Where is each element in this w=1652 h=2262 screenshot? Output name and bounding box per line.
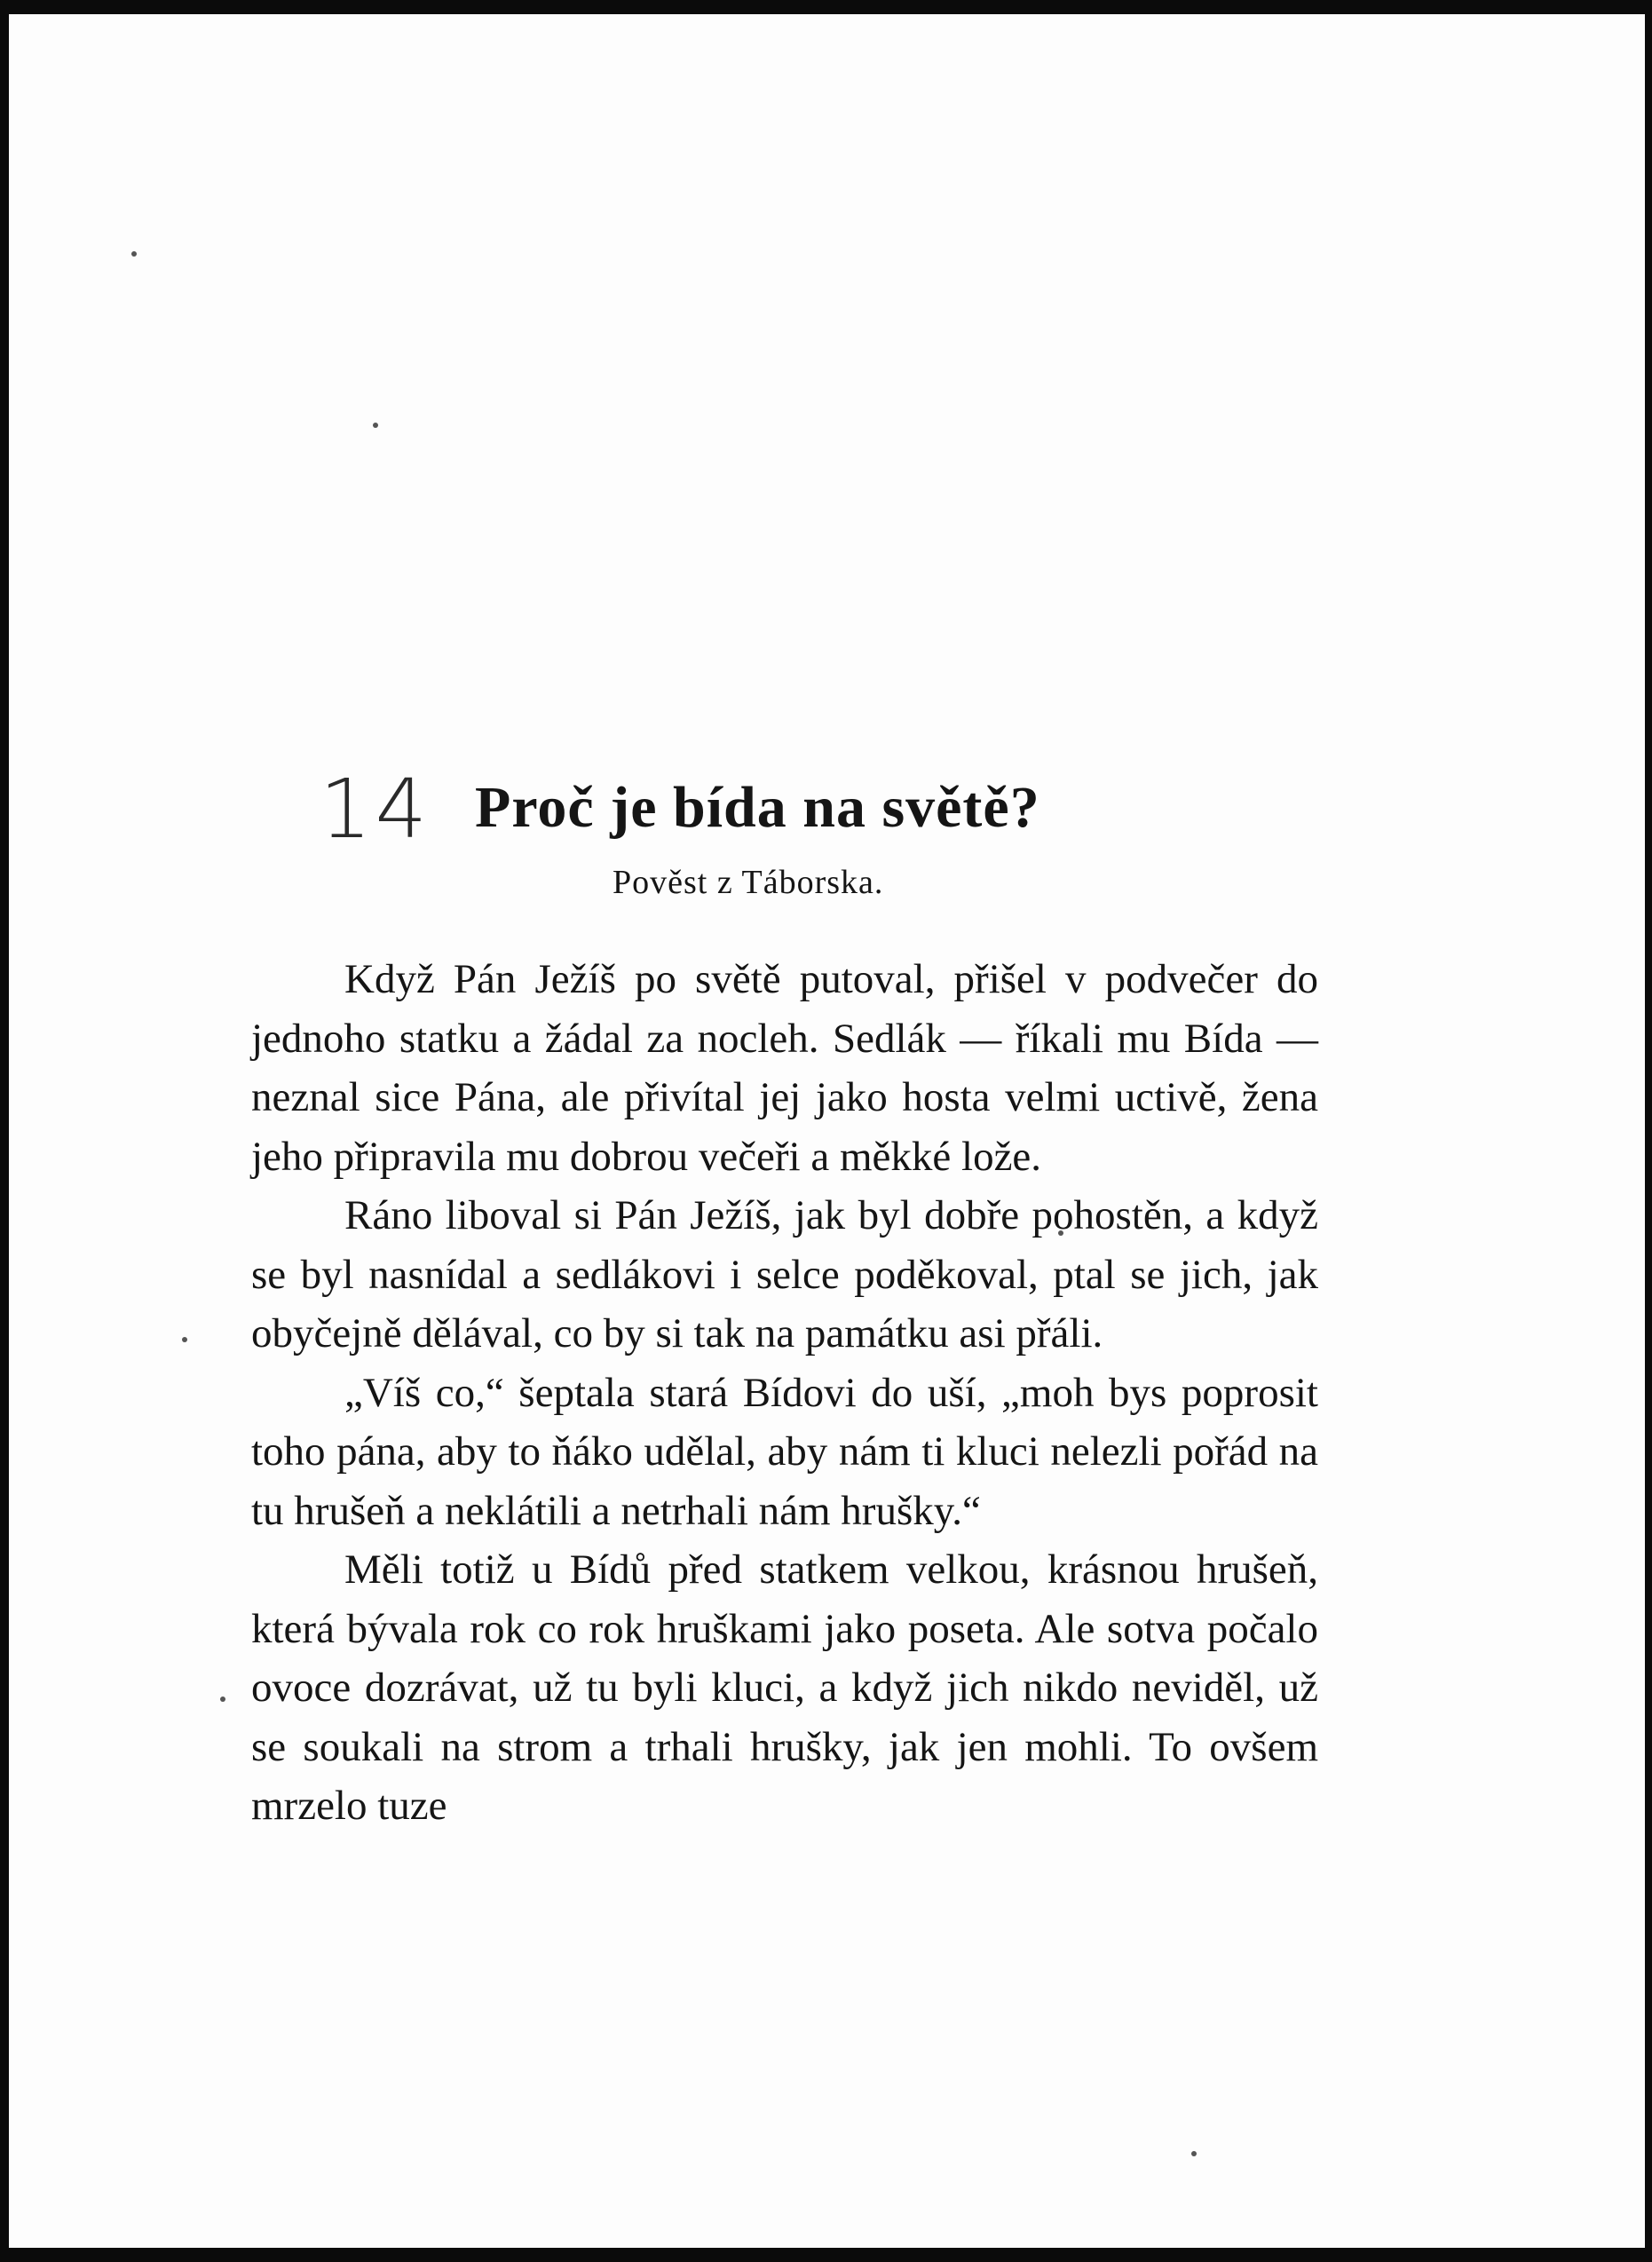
- handwritten-page-number: 14: [320, 762, 431, 857]
- scan-speck: [373, 423, 378, 428]
- scan-border-left: [0, 0, 9, 2262]
- scan-speck: [220, 1696, 225, 1702]
- scan-border-bottom: [0, 2248, 1652, 2262]
- scan-speck: [131, 251, 137, 257]
- paragraph: Ráno liboval si Pán Ježíš, jak byl dobře pohostěn, a když se byl nasnídal a sedlákovi i selce poděkoval, ptal se jich, jak obyčejně dělával, co by si tak na památku asi přáli.: [251, 1192, 1318, 1356]
- scan-border-right: [1645, 0, 1652, 2262]
- paragraph: Když Pán Ježíš po světě putoval, přišel v podvečer do jednoho statku a žádal za nocleh. Sedlák — říkali mu Bída — neznal sice Pána, ale přivítal jej jako hosta velmi uctivě, žena jeho připravila mu dobrou večeři a měkké lože.: [251, 956, 1318, 1180]
- story-subtitle: Pověst z Táborska.: [613, 864, 884, 901]
- paragraph: „Víš co,“ šeptala stará Bídovi do uší, „moh bys poprosit toho pána, aby to ňáko udělal, aby nám ti kluci nelezli pořád na tu hrušeň a neklátili a netrhali nám hrušky.“: [251, 1369, 1318, 1534]
- story-title: Proč je bída na světě?: [475, 775, 1040, 840]
- body-text: [251, 950, 1318, 1836]
- scan-border-top: [0, 0, 1652, 14]
- scan-speck: [182, 1337, 187, 1342]
- paragraph: Měli totiž u Bídů před statkem velkou, krásnou hrušeň, která bývala rok co rok hruškami jako poseta. Ale sotva počalo ovoce dozrávat, už tu byli kluci, a když jich nikdo neviděl, už se soukali na strom a trhali hrušky, jak jen mohli. To ovšem mrzelo tuze: [251, 1546, 1318, 1829]
- scan-speck: [1191, 2151, 1197, 2156]
